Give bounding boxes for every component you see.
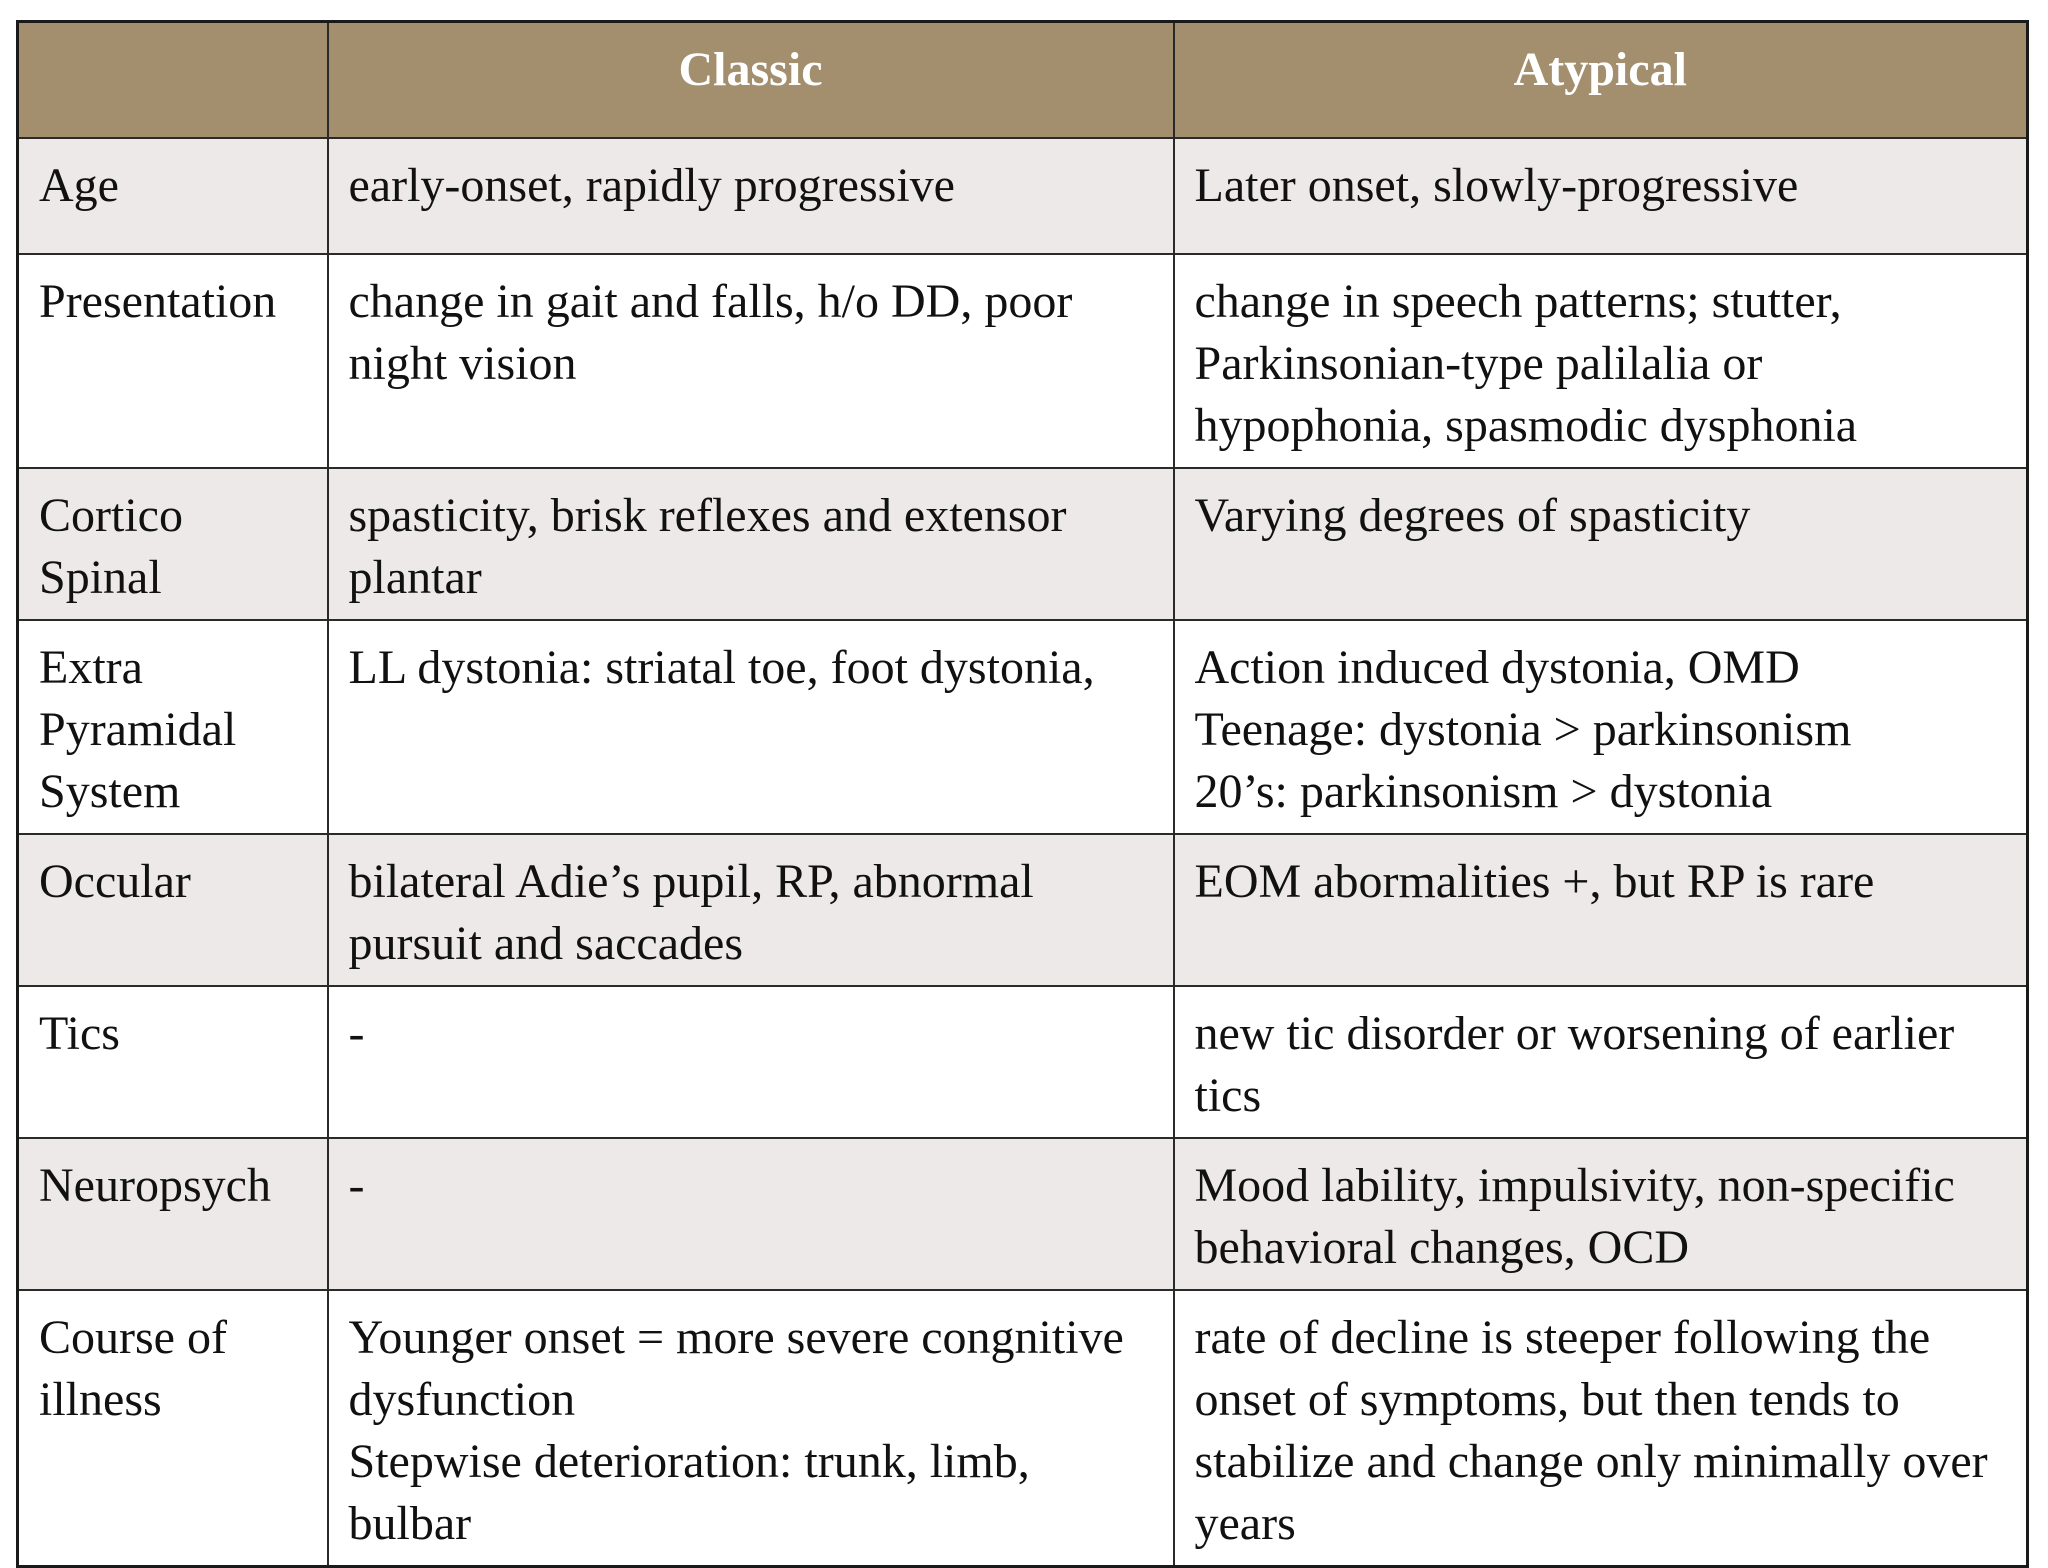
atypical-cell: Varying degrees of spasticity [1174,468,2028,620]
classic-cell: - [328,986,1174,1138]
atypical-cell: change in speech patterns; stutter, Parkinsonian-type palilalia or hypophonia, spasmodic dysphonia [1174,254,2028,468]
row-label: Course of illness [18,1290,328,1567]
table-header-row [18,22,2028,139]
classic-cell: change in gait and falls, h/o DD, poor night vision [328,254,1174,468]
header-classic: Classic [328,22,1174,139]
row-label: Extra Pyramidal System [18,620,328,834]
atypical-cell: Later onset, slowly-progressive [1174,138,2028,254]
atypical-cell: new tic disorder or worsening of earlier tics [1174,986,2028,1138]
classic-cell: Younger onset = more severe congnitive dysfunction Stepwise deterioration: trunk, limb, bulbar [328,1290,1174,1567]
atypical-cell: Action induced dystonia, OMD Teenage: dystonia > parkinsonism 20’s: parkinsonism > dystonia [1174,620,2028,834]
classic-cell: - [328,1138,1174,1290]
row-label: Presentation [18,254,328,468]
table-row-course-of-illness [18,1290,2028,1567]
classic-cell: bilateral Adie’s pupil, RP, abnormal pursuit and saccades [328,834,1174,986]
atypical-cell: EOM abormalities +, but RP is rare [1174,834,2028,986]
row-label: Neuropsych [18,1138,328,1290]
classic-cell: spasticity, brisk reflexes and extensor plantar [328,468,1174,620]
row-label: Tics [18,986,328,1138]
table-row-occular [18,834,2028,986]
header-atypical: Atypical [1174,22,2028,139]
row-label: Age [18,138,328,254]
table-row-age [18,138,2028,254]
atypical-cell: rate of decline is steeper following the onset of symptoms, but then tends to stabilize and change only minimally over years [1174,1290,2028,1567]
table-row-presentation [18,254,2028,468]
comparison-table [16,20,2029,1568]
header-corner-cell [18,22,328,139]
row-label: Cortico Spinal [18,468,328,620]
table-row-extra-pyramidal [18,620,2028,834]
table-row-tics [18,986,2028,1138]
row-label: Occular [18,834,328,986]
atypical-cell: Mood lability, impulsivity, non-specific behavioral changes, OCD [1174,1138,2028,1290]
table-row-cortico-spinal [18,468,2028,620]
classic-cell: early-onset, rapidly progressive [328,138,1174,254]
classic-cell: LL dystonia: striatal toe, foot dystonia, [328,620,1174,834]
table-row-neuropsych [18,1138,2028,1290]
comparison-table-container [16,20,2026,1568]
